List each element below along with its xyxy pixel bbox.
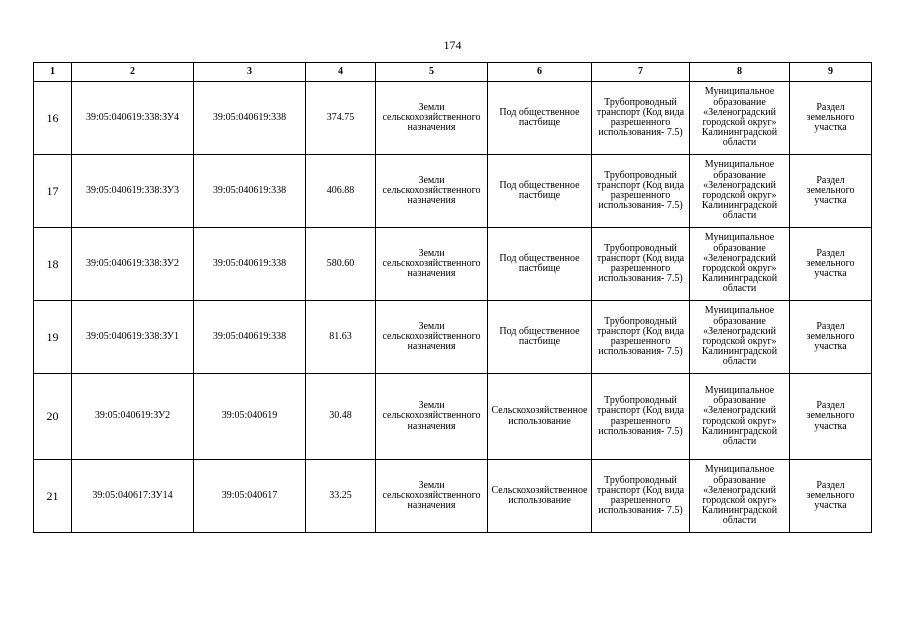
current-use: Под общественное пастбище (488, 155, 592, 228)
land-category: Земли сельскохозяйственного назначения (376, 228, 488, 301)
owner: Муниципальное образование «Зеленоградский городской округ» Калининградской области (690, 374, 790, 460)
cadastral-number: 39:05:040619:338:ЗУ2 (72, 228, 194, 301)
cadastral-number: 39:05:040617:ЗУ14 (72, 460, 194, 533)
table-row (34, 301, 872, 374)
page-number: 174 (443, 38, 462, 52)
table-row (34, 374, 872, 460)
permitted-use: Трубопроводный транспорт (Код вида разрешенного использования- 7.5) (592, 301, 690, 374)
current-use: Под общественное пастбище (488, 301, 592, 374)
permitted-use: Трубопроводный транспорт (Код вида разрешенного использования- 7.5) (592, 374, 690, 460)
table-header-row (34, 63, 872, 82)
area-value: 406.88 (306, 155, 376, 228)
current-use: Сельскохозяйственное использование (488, 374, 592, 460)
area-value: 580.60 (306, 228, 376, 301)
land-category: Земли сельскохозяйственного назначения (376, 374, 488, 460)
row-number: 21 (34, 460, 72, 533)
cadastral-number: 39:05:040619:ЗУ2 (72, 374, 194, 460)
formation-method: Раздел земельного участка (790, 155, 872, 228)
header-col-7: 7 (592, 63, 690, 82)
land-plot-table (33, 62, 872, 533)
row-number: 17 (34, 155, 72, 228)
area-value: 81.63 (306, 301, 376, 374)
parent-cadastral-number: 39:05:040617 (194, 460, 306, 533)
parent-cadastral-number: 39:05:040619:338 (194, 228, 306, 301)
permitted-use: Трубопроводный транспорт (Код вида разрешенного использования- 7.5) (592, 228, 690, 301)
header-col-9: 9 (790, 63, 872, 82)
area-value: 374.75 (306, 82, 376, 155)
formation-method: Раздел земельного участка (790, 228, 872, 301)
header-col-4: 4 (306, 63, 376, 82)
owner: Муниципальное образование «Зеленоградский городской округ» Калининградской области (690, 460, 790, 533)
header-col-2: 2 (72, 63, 194, 82)
table-row (34, 82, 872, 155)
permitted-use: Трубопроводный транспорт (Код вида разрешенного использования- 7.5) (592, 82, 690, 155)
area-value: 30.48 (306, 374, 376, 460)
owner: Муниципальное образование «Зеленоградский городской округ» Калининградской области (690, 82, 790, 155)
parent-cadastral-number: 39:05:040619 (194, 374, 306, 460)
owner: Муниципальное образование «Зеленоградский городской округ» Калининградской области (690, 301, 790, 374)
cadastral-number: 39:05:040619:338:ЗУ1 (72, 301, 194, 374)
table-row (34, 228, 872, 301)
permitted-use: Трубопроводный транспорт (Код вида разрешенного использования- 7.5) (592, 155, 690, 228)
current-use: Под общественное пастбище (488, 228, 592, 301)
land-category: Земли сельскохозяйственного назначения (376, 155, 488, 228)
header-col-5: 5 (376, 63, 488, 82)
formation-method: Раздел земельного участка (790, 301, 872, 374)
row-number: 20 (34, 374, 72, 460)
table-row (34, 155, 872, 228)
header-col-3: 3 (194, 63, 306, 82)
header-col-6: 6 (488, 63, 592, 82)
current-use: Сельскохозяйственное использование (488, 460, 592, 533)
current-use: Под общественное пастбище (488, 82, 592, 155)
permitted-use: Трубопроводный транспорт (Код вида разрешенного использования- 7.5) (592, 460, 690, 533)
formation-method: Раздел земельного участка (790, 460, 872, 533)
parent-cadastral-number: 39:05:040619:338 (194, 82, 306, 155)
formation-method: Раздел земельного участка (790, 82, 872, 155)
header-col-1: 1 (34, 63, 72, 82)
parent-cadastral-number: 39:05:040619:338 (194, 155, 306, 228)
owner: Муниципальное образование «Зеленоградский городской округ» Калининградской области (690, 228, 790, 301)
land-category: Земли сельскохозяйственного назначения (376, 460, 488, 533)
land-category: Земли сельскохозяйственного назначения (376, 301, 488, 374)
owner: Муниципальное образование «Зеленоградский городской округ» Калининградской области (690, 155, 790, 228)
formation-method: Раздел земельного участка (790, 374, 872, 460)
row-number: 19 (34, 301, 72, 374)
area-value: 33.25 (306, 460, 376, 533)
header-col-8: 8 (690, 63, 790, 82)
land-category: Земли сельскохозяйственного назначения (376, 82, 488, 155)
table-row (34, 460, 872, 533)
cadastral-number: 39:05:040619:338:ЗУ3 (72, 155, 194, 228)
row-number: 18 (34, 228, 72, 301)
row-number: 16 (34, 82, 72, 155)
parent-cadastral-number: 39:05:040619:338 (194, 301, 306, 374)
cadastral-number: 39:05:040619:338:ЗУ4 (72, 82, 194, 155)
